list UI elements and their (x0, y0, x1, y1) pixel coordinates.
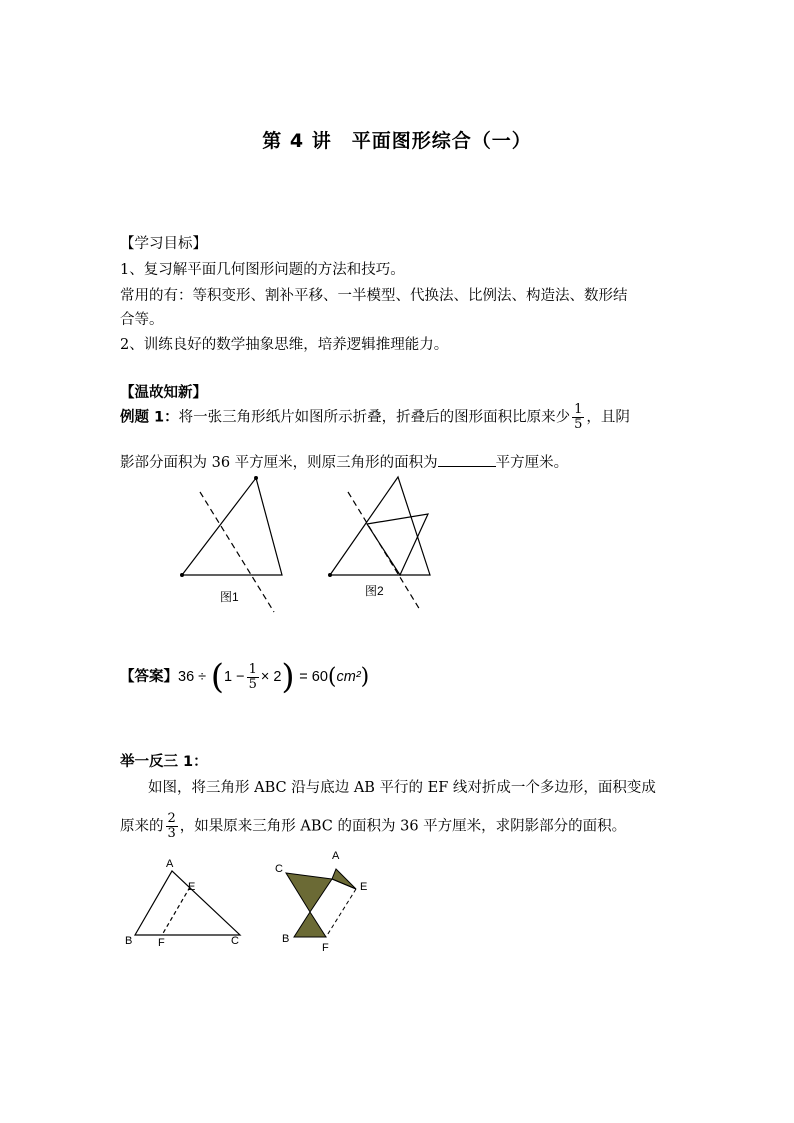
practice-frac-den: 3 (167, 826, 176, 841)
vertex-dot (180, 573, 184, 577)
label-c-folded: C (275, 863, 283, 875)
label-f: F (158, 937, 165, 949)
dashed-edge (326, 889, 356, 937)
goal-item-2: 2、训练良好的数学抽象思维，培养逻辑推理能力。 (120, 337, 449, 353)
practice-fraction (166, 812, 178, 841)
triangle-base (330, 477, 430, 575)
fraction-numerator: 1 (574, 402, 583, 417)
methods-line-1: 常用的有：等积变形、割补平移、一半模型、代换法、比例法、构造法、数形结 (120, 288, 628, 304)
page-title: 第 4 讲 平面图形综合（一） (262, 130, 532, 152)
practice-frac-num: 2 (167, 811, 176, 826)
fraction-denominator: 5 (574, 417, 583, 432)
answer-blank (438, 452, 496, 467)
label-e: E (188, 881, 196, 893)
figure-1 (180, 476, 282, 612)
answer-frac-den: 5 (248, 676, 257, 692)
example-figures (170, 470, 450, 620)
example-line2-a: 影部分面积为 36 平方厘米，则原三角形的面积为 (120, 455, 438, 471)
methods-line-2: 合等。 (120, 312, 164, 328)
shaded-bottom (294, 912, 326, 937)
practice-line-1: 如图，将三角形 ABC 沿与底边 AB 平行的 EF 线对折成一个多边形，面积变成 (148, 780, 656, 796)
label-a-folded: A (332, 850, 340, 862)
example-line2-b: 平方厘米。 (495, 455, 569, 471)
answer-equals: = 60 (299, 669, 328, 685)
answer-line: 【答案】36 ÷ (1 − $\frac{1}{5}$ × 2) = 60(cm²) (120, 657, 370, 697)
shaded-corner (332, 869, 356, 889)
fold-line-ef (162, 887, 190, 935)
figure-abc (125, 858, 240, 949)
label-c: C (231, 935, 239, 947)
figure-2-label: 图2 (365, 584, 384, 598)
answer-one: 1 − (224, 669, 245, 685)
label-f-folded: F (322, 942, 329, 954)
example-fraction (572, 403, 584, 432)
goal-item-1: 1、复习解平面几何图形问题的方法和技巧。 (120, 262, 405, 278)
practice-heading: 举一反三 1： (120, 754, 208, 770)
folded-flap (367, 514, 428, 575)
goals-heading: 【学习目标】 (120, 236, 207, 252)
vertex-dot (254, 476, 258, 480)
label-e-folded: E (360, 881, 368, 893)
example-text-a: 将一张三角形纸片如图所示折叠，折叠后的图形面积比原来少 (178, 409, 571, 426)
paren-open: ( (210, 657, 224, 697)
triangle-original (182, 478, 282, 575)
review-heading: 【温故知新】 (120, 385, 207, 401)
answer-unit: cm² (336, 669, 361, 685)
shaded-top (286, 873, 332, 912)
example-1-line-2 (120, 451, 568, 472)
example-1-line-1 (120, 403, 630, 432)
label-b-folded: B (282, 933, 290, 945)
practice-line-2 (120, 812, 626, 841)
practice-line2-b: ，如果原来三角形 ABC 的面积为 36 平方厘米，求阴影部分的面积。 (179, 818, 627, 835)
figure-2 (328, 477, 430, 610)
figure-1-label: 图1 (220, 590, 239, 604)
answer-expr-a: 36 ÷ (178, 669, 207, 685)
example-label: 例题 1： (120, 409, 179, 426)
label-b: B (125, 935, 133, 947)
figure-folded (275, 850, 367, 954)
answer-fraction (247, 663, 259, 692)
answer-frac-num: 1 (248, 661, 257, 677)
label-a: A (166, 858, 174, 870)
answer-times: × 2 (260, 669, 282, 685)
paren-close: ) (281, 657, 295, 697)
example-text-b: ，且阴 (586, 409, 630, 426)
practice-line2-a: 原来的 (120, 818, 164, 835)
vertex-dot (328, 573, 332, 577)
answer-label: 【答案】 (120, 669, 178, 685)
practice-figures (118, 845, 388, 960)
